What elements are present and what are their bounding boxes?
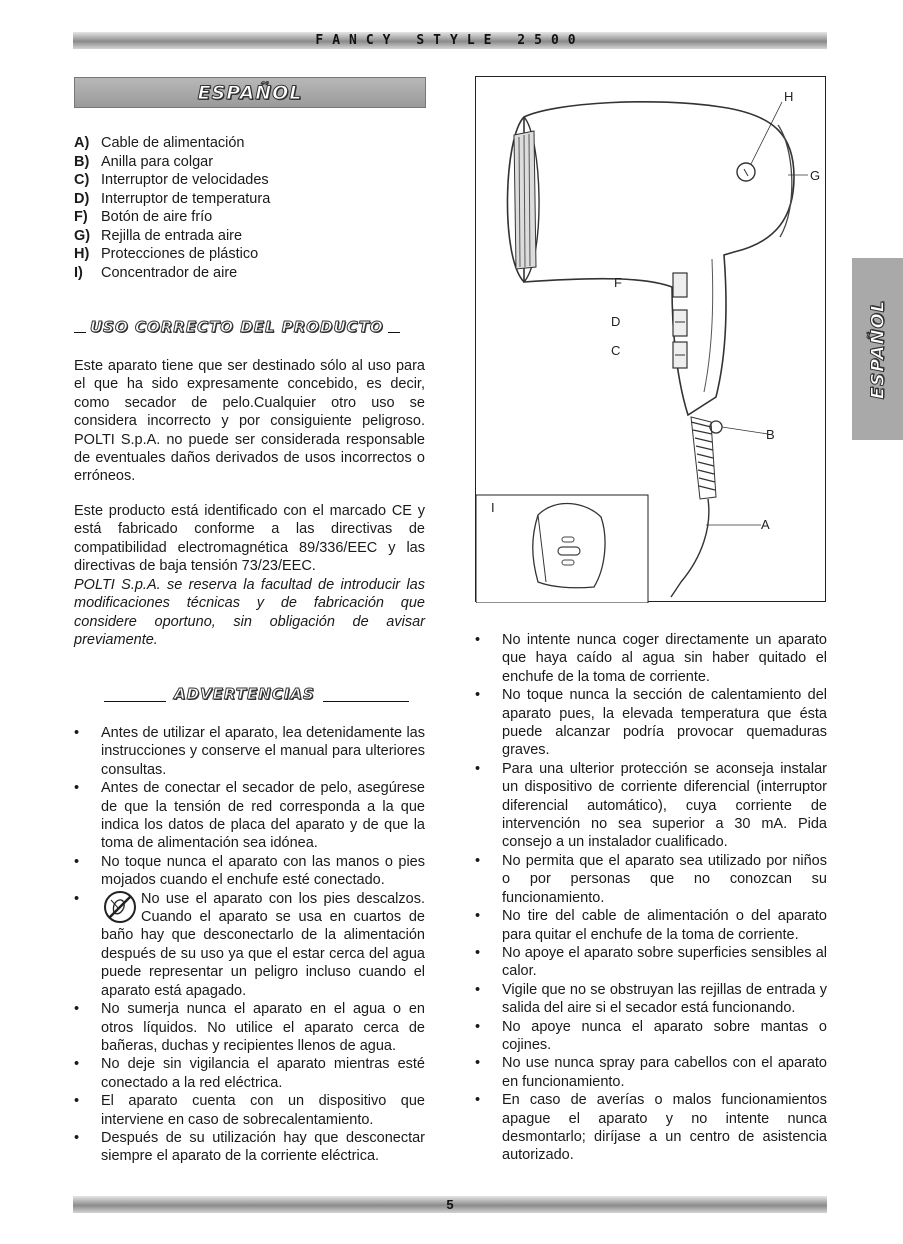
list-item: • En caso de averías o malos funcionamientos apague el aparato y no intente nunca desmontarlo; diríjase a un centro de asistencia autorizado. <box>475 1091 827 1165</box>
list-item: • Antes de conectar el secador de pelo, asegúrese de que la tensión de red corresponda a la que indica los datos de placa del aparato y de que la toma de alimentación sea idónea. <box>74 779 425 853</box>
heading-rule <box>388 332 400 333</box>
label-d: D <box>611 314 621 329</box>
uso-heading: USO CORRECTO DEL PRODUCTO <box>90 318 384 336</box>
advertencias-heading: ADVERTENCIAS <box>174 685 315 703</box>
list-item: • No deje sin vigilancia el aparato mientras esté conectado a la red eléctrica. <box>74 1055 425 1092</box>
list-item: H) Protecciones de plástico <box>74 246 259 262</box>
uso-paragraph-3: POLTI S.p.A. se reserva la facultad de introducir las modificaciones técnicas y de fabricación que considere oportuno, sin obligación de avisar previamente. <box>74 577 425 649</box>
side-language-tab <box>852 258 903 440</box>
list-item: • No use nunca spray para cabellos con el aparato en funcionamiento. <box>475 1054 827 1091</box>
uso-paragraph-1: Este aparato tiene que ser destinado sólo al uso para el que ha sido expresamente concebido, es decir, como secador de pelo.Cualquier otro uso se considera incorrecto y por consiguiente peligroso. POLTI S.p.A. no puede ser considerada responsable de eventuales daños derivados de usos incorrectos o erróneos. <box>74 358 425 485</box>
advertencias-heading-row <box>104 685 426 703</box>
hair-dryer-illustration <box>476 77 827 603</box>
list-item: B) Anilla para colgar <box>74 153 214 170</box>
list-item: F) Botón de aire frío <box>74 209 213 225</box>
warnings-list-left <box>74 724 425 1166</box>
document-title: FANCY STYLE 2500 <box>315 33 585 48</box>
list-item: • No permita que el aparato sea utilizado por niños o por personas que no conozcan su funcionamiento. <box>475 852 827 907</box>
page-number: 5 <box>446 1197 454 1212</box>
list-item: • No intente nunca coger directamente un aparato que haya caído al agua sin haber quitado el enchufe de la toma de corriente. <box>475 631 827 686</box>
list-item: C) Interruptor de velocidades <box>74 172 269 188</box>
list-item: • No use el aparato con los pies descalzos. Cuando el aparato se usa en cuartos de baño hay que desconectarlo de la alimentación después de su uso ya que el estar cerca del agua puede representar un peligro incluso cuando el aparato está apagado. <box>74 890 425 1000</box>
list-item: • No apoye el aparato sobre superficies sensibles al calor. <box>475 944 827 981</box>
list-item: I) Concentrador de aire <box>74 264 238 281</box>
no-bare-feet-icon <box>103 890 137 924</box>
list-item: A) Cable de alimentación <box>74 135 245 151</box>
label-a: A <box>761 517 770 532</box>
list-item: • No toque nunca la sección de calentamiento del aparato pues, la elevada temperatura que ésta puede alcanzar podría provocar quemaduras graves. <box>475 686 827 760</box>
parts-list <box>74 134 270 282</box>
list-item: • El aparato cuenta con un dispositivo que interviene en caso de sobrecalentamiento. <box>74 1092 425 1129</box>
list-item: • Vigile que no se obstruyan las rejillas de entrada y salida del aire si el secador está funcionando. <box>475 981 827 1018</box>
uso-paragraph-2: Este producto está identificado con el marcado CE y está fabricado conforme a las directivas de compatibilidad electromagnética 89/336/EEC y las directivas de baja tensión 73/23/EEC. <box>74 503 425 575</box>
list-item: G) Rejilla de entrada aire <box>74 227 243 244</box>
hair-dryer-figure <box>475 76 826 602</box>
warnings-list-right <box>475 631 827 1165</box>
list-item: • No sumerja nunca el aparato en el agua o en otros líquidos. No utilice el aparato cerca de bañeras, duchas y recipientes llenos de agua. <box>74 1000 425 1055</box>
side-tab-label: ESPAÑOL <box>867 299 889 399</box>
label-c: C <box>611 343 621 358</box>
heading-rule <box>74 332 86 333</box>
list-item: • Antes de utilizar el aparato, lea detenidamente las instrucciones y conserve el manual para ulteriores consultas. <box>74 724 425 779</box>
list-item: • No apoye nunca el aparato sobre mantas o cojines. <box>475 1018 827 1055</box>
list-item: • No toque nunca el aparato con las manos o pies mojados cuando el enchufe esté conectado. <box>74 853 425 890</box>
header-bar <box>73 32 827 49</box>
footer-bar <box>73 1196 827 1213</box>
list-item: • Después de su utilización hay que desconectar siempre el aparato de la corriente eléctrica. <box>74 1129 425 1166</box>
heading-rule <box>104 701 166 702</box>
label-f: F <box>614 275 622 290</box>
label-i: I <box>491 500 495 515</box>
uso-heading-row <box>74 318 426 336</box>
label-b: B <box>766 427 775 442</box>
language-heading-box <box>74 77 426 108</box>
list-item: D) Interruptor de temperatura <box>74 190 271 207</box>
heading-rule <box>323 701 409 702</box>
label-h: H <box>784 89 794 104</box>
list-item: • No tire del cable de alimentación o del aparato para quitar el enchufe de la toma de corriente. <box>475 907 827 944</box>
language-heading: ESPAÑOL <box>197 81 303 104</box>
label-g: G <box>810 168 821 183</box>
list-item: • Para una ulterior protección se aconseja instalar un dispositivo de corriente diferencial (interruptor diferencial automático), cuya corriente de intervención no sea superior a 30 mA. Pida consejo a un instalador cualificado. <box>475 760 827 852</box>
